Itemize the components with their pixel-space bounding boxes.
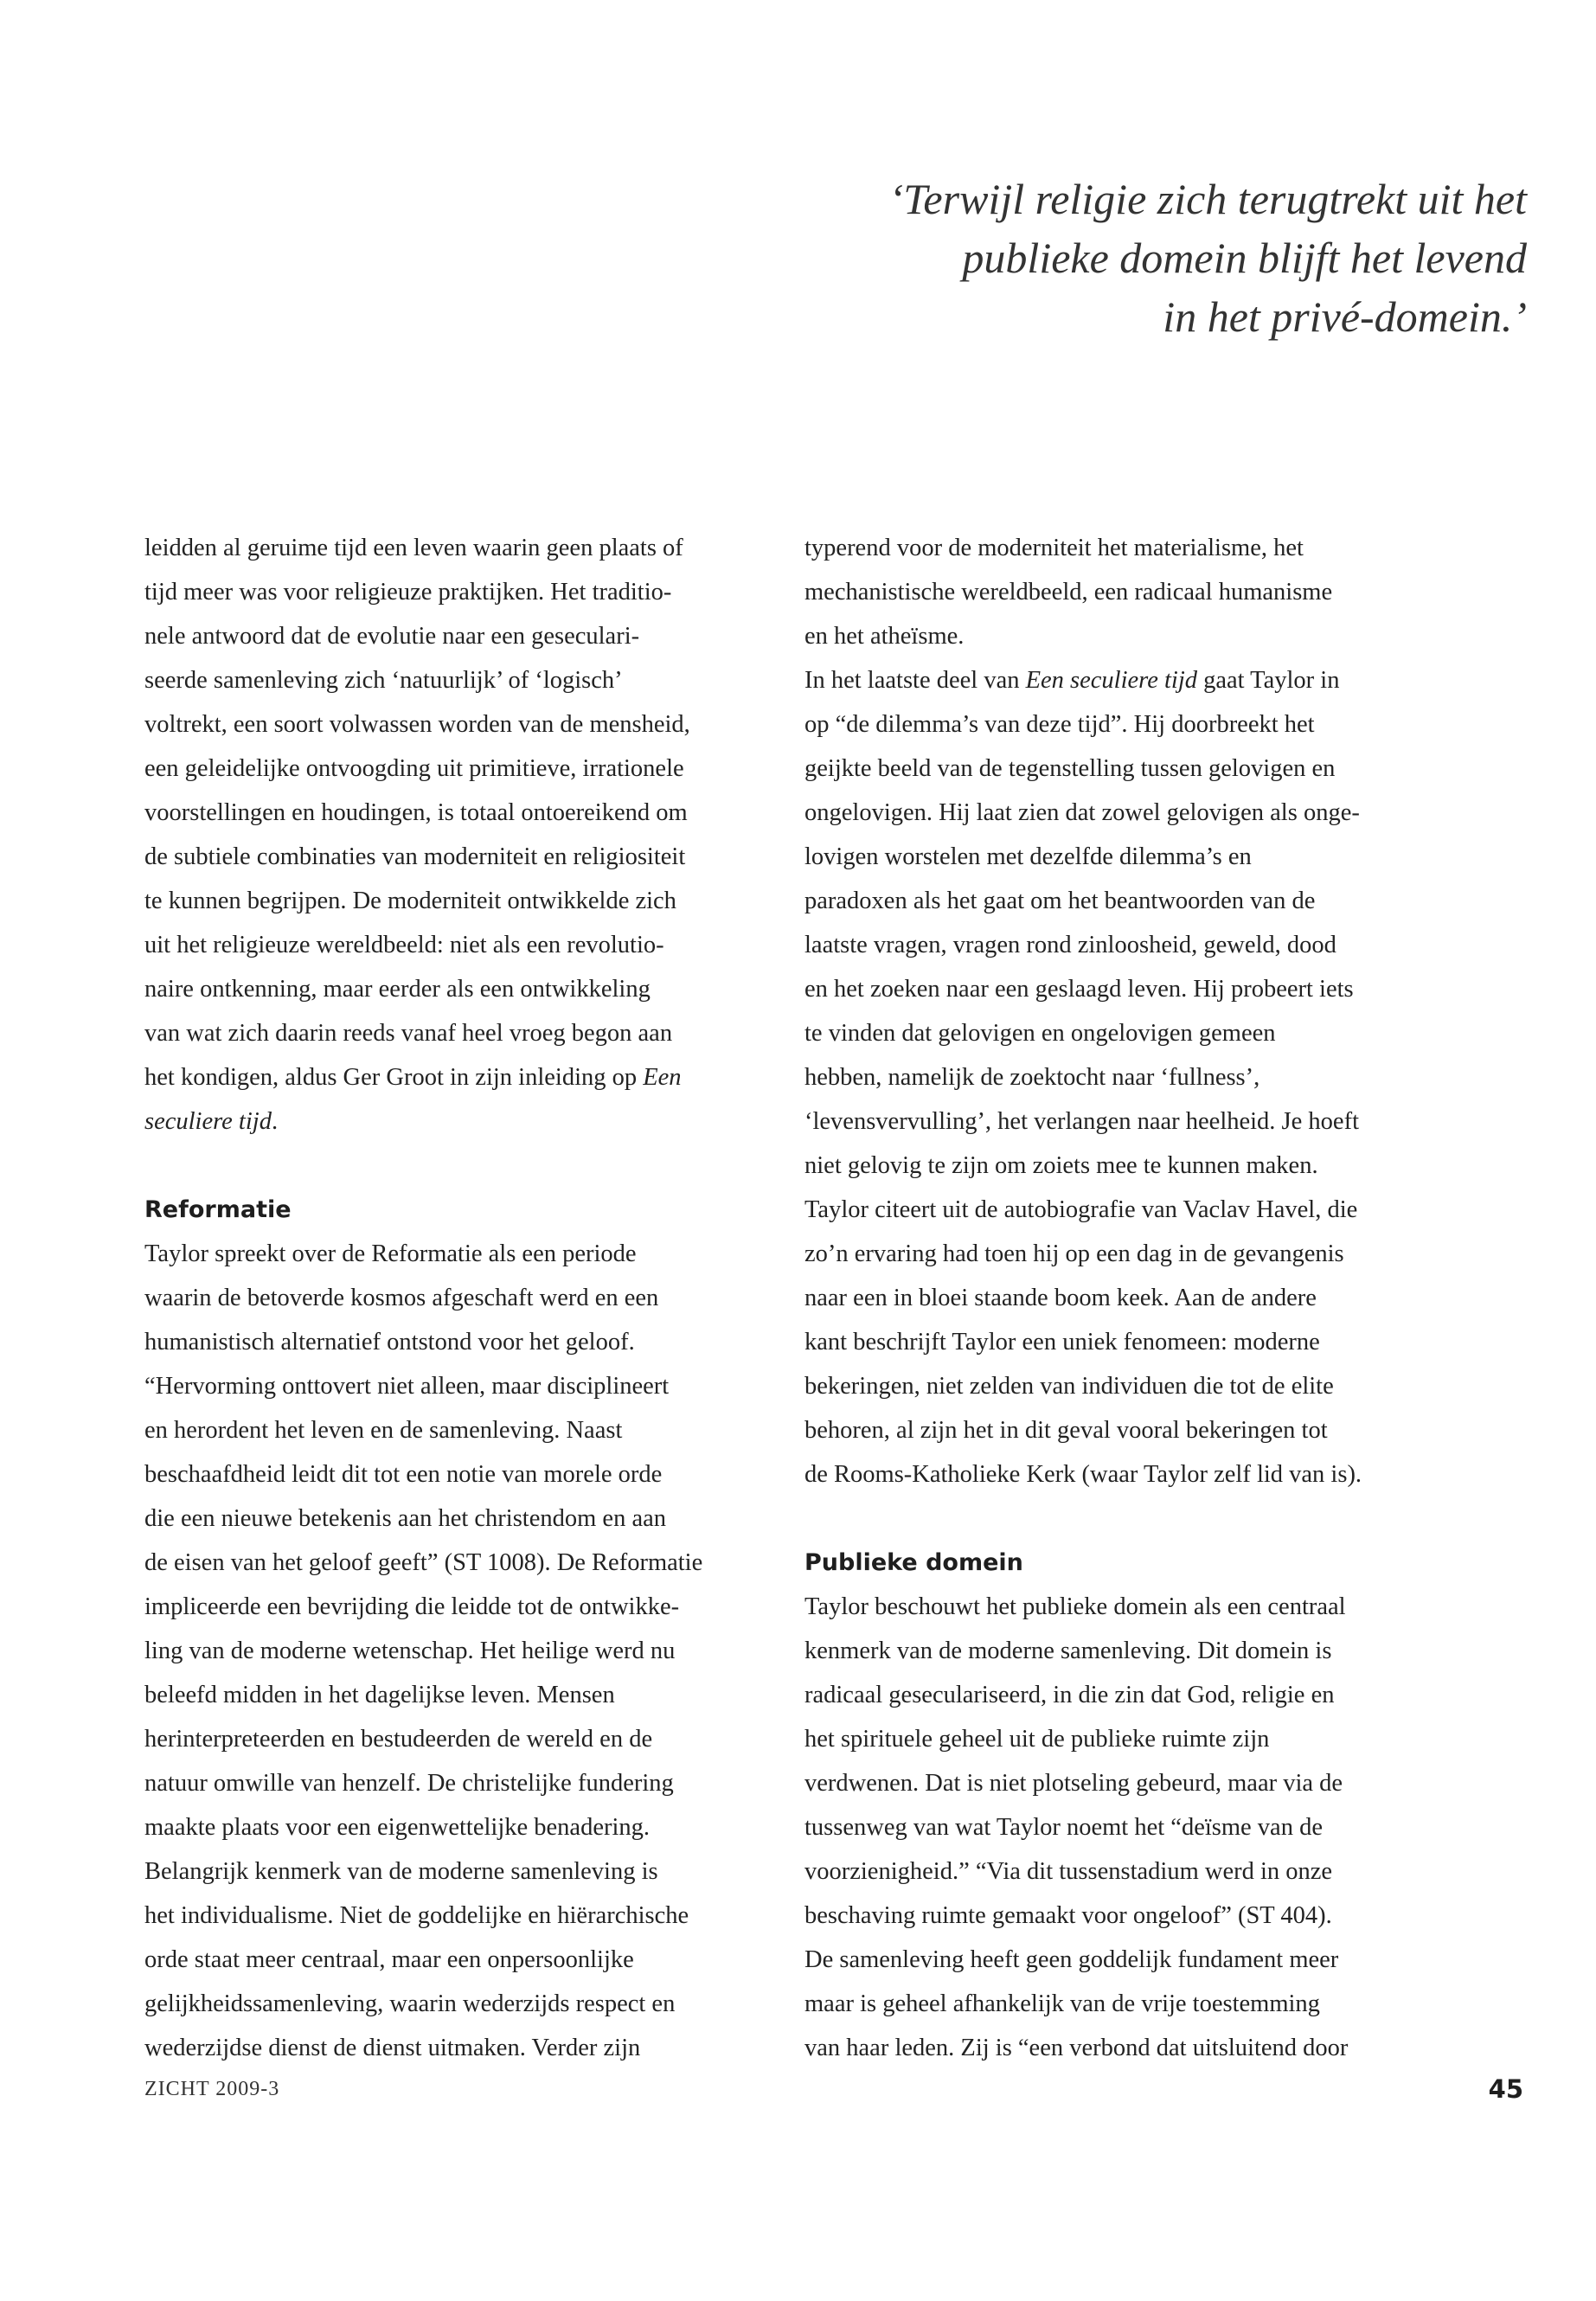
text-line: voltrekt, een soort volwassen worden van de mensheid,	[144, 711, 690, 738]
text-line: te kunnen begrijpen. De moderniteit ontwikkelde zich	[144, 888, 676, 914]
text-line: beleefd midden in het dagelijkse leven. Mensen	[144, 1682, 615, 1708]
text-line: kenmerk van de moderne samenleving. Dit domein is	[804, 1638, 1332, 1664]
book-title: seculiere tijd	[144, 1108, 272, 1135]
text-line: en het zoeken naar een geslaagd leven. Hij probeert iets	[804, 976, 1354, 1003]
text-line: ling van de moderne wetenschap. Het heilige werd nu	[144, 1638, 676, 1664]
text-line: mechanistische wereldbeeld, een radicaal humanisme	[804, 579, 1333, 606]
text-line: op “de dilemma’s van deze tijd”. Hij doorbreekt het	[804, 711, 1315, 738]
text-line: te vinden dat gelovigen en ongelovigen gemeen	[804, 1020, 1276, 1047]
text-line: het individualisme. Niet de goddelijke en hiërarchische	[144, 1902, 689, 1929]
pull-quote-line: publieke domein blijft het levend	[962, 234, 1527, 282]
text-line: beschaafdheid leidt dit tot een notie van morele orde	[144, 1461, 663, 1488]
pull-quote-line: in het privé-domein.’	[1163, 292, 1527, 341]
text-line: een geleidelijke ontvoogding uit primitieve, irrationele	[144, 755, 684, 782]
page-number: 45	[1488, 2074, 1523, 2104]
dilemma-paragraph	[804, 658, 1420, 1497]
intro-paragraph	[804, 526, 1420, 658]
text-line: Belangrijk kenmerk van de moderne samenleving is	[144, 1858, 658, 1885]
pull-quote	[662, 170, 1527, 346]
text-line: de Rooms-Katholieke Kerk (waar Taylor zelf lid van is).	[804, 1461, 1362, 1488]
text-line: maar is geheel afhankelijk van de vrije toestemming	[804, 1990, 1320, 2017]
text-line: ongelovigen. Hij laat zien dat zowel gelovigen als onge-	[804, 799, 1360, 826]
text-line	[804, 658, 1420, 702]
text-line: de subtiele combinaties van moderniteit en religiositeit	[144, 843, 686, 870]
text-line: lovigen worstelen met dezelfde dilemma’s en	[804, 843, 1252, 870]
section-heading-publieke-domein: Publieke domein	[804, 1549, 1023, 1576]
text-line: Taylor citeert uit de autobiografie van Vaclav Havel, die	[804, 1196, 1358, 1223]
text-line: herinterpreteerden en bestudeerden de wereld en de	[144, 1726, 653, 1753]
pull-quote-line: ‘Terwijl religie zich terugtrekt uit het	[888, 175, 1527, 223]
text-line: voorzienigheid.” “Via dit tussenstadium werd in onze	[804, 1858, 1333, 1885]
text-line: laatste vragen, vragen rond zinloosheid, geweld, dood	[804, 932, 1336, 958]
text-line: radicaal geseculariseerd, in die zin dat God, religie en	[804, 1682, 1335, 1708]
intro-paragraph	[144, 526, 759, 1144]
text-line: kant beschrijft Taylor een uniek fenomeen: moderne	[804, 1329, 1320, 1356]
text-line: behoren, al zijn het in dit geval vooral bekeringen tot	[804, 1417, 1328, 1444]
book-title: Een	[643, 1064, 682, 1091]
text-line: paradoxen als het gaat om het beantwoorden van de	[804, 888, 1316, 914]
text-line: Taylor spreekt over de Reformatie als een periode	[144, 1240, 637, 1267]
text-line: nele antwoord dat de evolutie naar een geseculari-	[144, 623, 640, 650]
reformatie-paragraph	[144, 1232, 759, 2070]
text-fragment: het kondigen, aldus Ger Groot in zijn inleiding op	[144, 1064, 644, 1091]
text-line: leidden al geruime tijd een leven waarin geen plaats of	[144, 535, 683, 561]
journal-footer: ZICHT 2009-3	[144, 2078, 280, 2100]
text-line: natuur omwille van henzelf. De christelijke fundering	[144, 1770, 674, 1797]
left-column	[144, 526, 759, 2070]
text-line: zo’n ervaring had toen hij op een dag in de gevangenis	[804, 1240, 1344, 1267]
text-line: die een nieuwe betekenis aan het christendom en aan	[144, 1505, 666, 1532]
text-line: humanistisch alternatief ontstond voor het geloof.	[144, 1329, 635, 1356]
text-line: typerend voor de moderniteit het materialisme, het	[804, 535, 1304, 561]
text-line: van wat zich daarin reeds vanaf heel vroeg begon aan	[144, 1020, 673, 1047]
text-line: naire ontkenning, maar eerder als een ontwikkeling	[144, 976, 651, 1003]
publieke-domein-paragraph	[804, 1585, 1420, 2070]
text-line: hebben, namelijk de zoektocht naar ‘fullness’,	[804, 1064, 1260, 1091]
book-title: Een seculiere tijd	[1025, 667, 1197, 694]
text-line	[144, 1099, 759, 1144]
section-heading-reformatie: Reformatie	[144, 1196, 292, 1223]
text-fragment: gaat Taylor in	[1196, 667, 1340, 694]
text-line: tijd meer was voor religieuze praktijken. Het traditio-	[144, 579, 672, 606]
text-fragment: .	[271, 1108, 279, 1135]
text-line: de eisen van het geloof geeft” (ST 1008). De Reformatie	[144, 1549, 703, 1576]
right-column	[804, 526, 1420, 2070]
text-line: maakte plaats voor een eigenwettelijke benadering.	[144, 1814, 650, 1841]
text-line: naar een in bloei staande boom keek. Aan de andere	[804, 1285, 1317, 1311]
text-line: wederzijdse dienst de dienst uitmaken. Verder zijn	[144, 2035, 641, 2061]
text-line: gelijkheidssamenleving, waarin wederzijds respect en	[144, 1990, 676, 2017]
text-line: De samenleving heeft geen goddelijk fundament meer	[804, 1946, 1339, 1973]
text-line: ‘levensvervulling’, het verlangen naar heelheid. Je hoeft	[804, 1108, 1359, 1135]
text-line: niet gelovig te zijn om zoiets mee te kunnen maken.	[804, 1152, 1318, 1179]
text-line: Taylor beschouwt het publieke domein als een centraal	[804, 1593, 1346, 1620]
text-line: impliceerde een bevrijding die leidde tot de ontwikke-	[144, 1593, 680, 1620]
text-line: verdwenen. Dat is niet plotseling gebeurd, maar via de	[804, 1770, 1343, 1797]
text-line: en herordent het leven en de samenleving. Naast	[144, 1417, 623, 1444]
text-line: tussenweg van wat Taylor noemt het “deïsme van de	[804, 1814, 1323, 1841]
text-line: bekeringen, niet zelden van individuen die tot de elite	[804, 1373, 1334, 1400]
text-line: geijkte beeld van de tegenstelling tussen gelovigen en	[804, 755, 1336, 782]
text-line: seerde samenleving zich ‘natuurlijk’ of ‘logisch’	[144, 667, 623, 694]
text-fragment: In het laatste deel van	[804, 667, 1026, 694]
text-line: het spirituele geheel uit de publieke ruimte zijn	[804, 1726, 1270, 1753]
text-line: waarin de betoverde kosmos afgeschaft werd en een	[144, 1285, 659, 1311]
text-line: voorstellingen en houdingen, is totaal ontoereikend om	[144, 799, 688, 826]
text-line: van haar leden. Zij is “een verbond dat uitsluitend door	[804, 2035, 1349, 2061]
text-line: en het atheïsme.	[804, 623, 965, 650]
text-line: “Hervorming onttovert niet alleen, maar disciplineert	[144, 1373, 670, 1400]
text-line	[144, 1055, 759, 1099]
text-line: uit het religieuze wereldbeeld: niet als een revolutio-	[144, 932, 664, 958]
text-line: orde staat meer centraal, maar een onpersoonlijke	[144, 1946, 634, 1973]
text-line: beschaving ruimte gemaakt voor ongeloof” (ST 404).	[804, 1902, 1332, 1929]
